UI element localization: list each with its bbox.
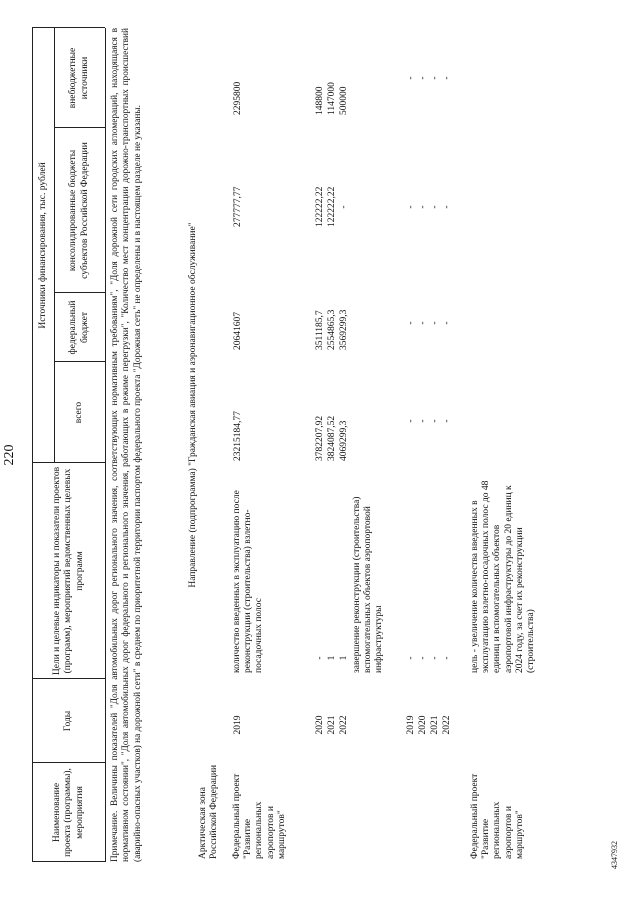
dash-b2-3: - xyxy=(442,656,452,660)
col-header-federal: федеральный бюджет xyxy=(68,300,90,355)
dash-b2-regional-2: - xyxy=(430,205,440,209)
val-extra-0: 2295800 xyxy=(233,81,243,115)
val-extra-2: 1147000 xyxy=(327,82,337,115)
dash-b2-0: - xyxy=(406,656,416,660)
val-extra-3: 500000 xyxy=(339,86,349,115)
col-header-total: всего xyxy=(73,401,84,424)
document-code: 4347932 xyxy=(610,841,619,869)
val-regional-3: - xyxy=(339,205,349,209)
dash-b2-regional-1: - xyxy=(418,205,428,209)
year-2022: 2022 xyxy=(339,715,349,735)
dash-b2-2: - xyxy=(430,656,440,660)
dash-b2-federal-3: - xyxy=(442,321,452,325)
dash-b2-total-0: - xyxy=(406,419,416,423)
year-2020: 2020 xyxy=(315,715,325,735)
page-number: 220 xyxy=(2,444,17,466)
year-2019-b2: 2019 xyxy=(406,715,416,735)
val-federal-0: 20641607 xyxy=(233,312,243,350)
col-header-regional: консолидированные бюджеты субъектов Российской Федерации xyxy=(68,142,90,279)
val-extra-1: 148800 xyxy=(315,86,325,115)
dash-b2-total-2: - xyxy=(430,419,440,423)
year-2021-b2: 2021 xyxy=(430,715,440,735)
dash-b2-federal-2: - xyxy=(430,321,440,325)
val-federal-3: 3569299,3 xyxy=(339,309,349,350)
year-2020-b2: 2020 xyxy=(418,715,428,735)
dash-b2-extra-1: - xyxy=(418,76,428,80)
val-federal-1: 3511185,7 xyxy=(315,310,325,350)
goal-text-2: цель - увеличение количества введенных в эксплуатацию взлетно-посадочных полос до 48 единиц и вспомогательных объектов аэропортовой инфраструктуры до 20 единиц к 2024 году, за счет их реконструкции (строительства) xyxy=(470,480,537,673)
indicator-dash-1: - xyxy=(315,656,325,660)
dash-b2-federal-1: - xyxy=(418,321,428,325)
dash-b2-regional-3: - xyxy=(442,205,452,209)
project-name-1: Федеральный проект "Развитие региональных аэропортов и маршрутов" xyxy=(232,773,287,859)
val-total-2: 3824087,52 xyxy=(327,415,337,461)
col-header-project-name: Наименование проекта (программы), мероприятия xyxy=(52,768,85,857)
dash-b2-1: - xyxy=(418,656,428,660)
indicator-dash-3: 1 xyxy=(339,655,349,661)
col-header-extrabudgetary: внебюджетные источники xyxy=(68,47,90,109)
dash-b2-extra-3: - xyxy=(442,76,452,80)
year-2021: 2021 xyxy=(327,715,337,735)
indicator-dash-2: 1 xyxy=(327,655,337,661)
val-total-1: 3782207,92 xyxy=(315,415,325,461)
note-paragraph: Примечание. Величины показателей "Доля автомобильных дорог регионального значения, соответствующих нормативным требованиям", "Доля дорожной сети городских агломераций, находящаяся в нормативном состоянии", "Доля автомобильных дорог федерального и регионального значения, работающих в режиме перегрузки", "Количество мест концентрации дорожно-транспортных происшествий (аварийно-опасных участков) на дорожной сети" в среднем по приоритетной территории паспортом федерального проекта "Дорожная сеть" не определены и в настоящем разделе не указаны. xyxy=(110,28,143,862)
dash-b2-extra-2: - xyxy=(430,76,440,80)
col-header-years: Годы xyxy=(63,710,74,732)
val-federal-2: 2554865,3 xyxy=(327,309,337,350)
direction-heading: Направление (подпрограмма) "Гражданская авиация и аэронавигационное обслуживание" xyxy=(188,222,198,588)
dash-b2-extra-0: - xyxy=(406,76,416,80)
col-header-financing-sources: Источники финансирования, тыс. рублей xyxy=(37,162,48,329)
indicator-text-1: количество введенных в эксплуатацию после реконструкции (строительства) взлетно-посадочных полос xyxy=(232,490,265,673)
dash-b2-federal-0: - xyxy=(406,321,416,325)
project-name-2: Федеральный проект "Развитие региональных аэропортов и маршрутов" xyxy=(470,773,525,859)
dash-b2-total-1: - xyxy=(418,419,428,423)
val-total-0: 23215184,77 xyxy=(233,411,243,461)
dash-b2-regional-0: - xyxy=(406,205,416,209)
val-regional-1: 122222,22 xyxy=(315,186,325,227)
col-header-goals: Цели и целевые индикаторы и показатели проектов (программ), мероприятий ведомственных целевых программ xyxy=(52,466,85,676)
dash-b2-total-3: - xyxy=(442,419,452,423)
val-total-3: 4069299,3 xyxy=(339,420,349,461)
val-regional-0: 277777,77 xyxy=(233,186,243,227)
val-regional-2: 122222,22 xyxy=(327,186,337,227)
completion-text: завершение реконструкции (строительства) вспомогательных объектов аэропортовой инфраструктуры xyxy=(352,496,385,673)
zone-label: Арктическая зона Российской Федерации xyxy=(198,764,220,859)
table-header-bottom-border xyxy=(105,28,106,862)
year-2019: 2019 xyxy=(233,715,243,735)
year-2022-b2: 2022 xyxy=(442,715,452,735)
